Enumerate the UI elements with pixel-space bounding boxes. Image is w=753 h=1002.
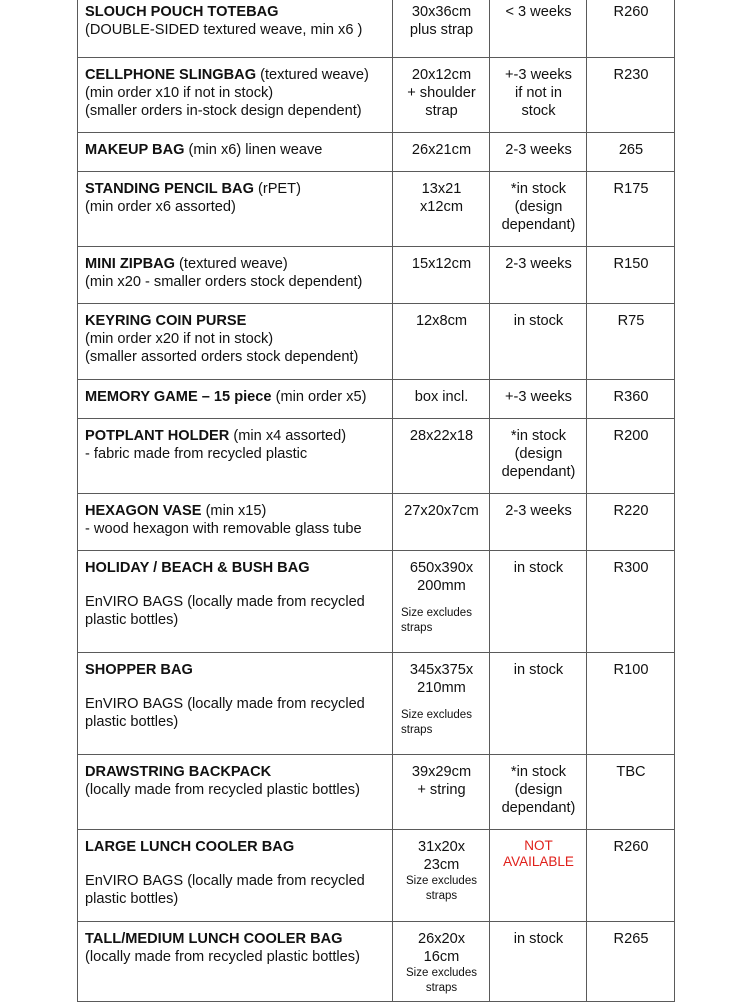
price-cell: [587, 494, 675, 551]
size-value: 23cm: [423, 857, 460, 874]
table-row: [78, 494, 675, 551]
product-description-cell: [78, 830, 393, 922]
price-value: R260: [613, 4, 649, 20]
product-description-cell: [78, 0, 393, 58]
lead-time-cell: [490, 419, 587, 494]
size-cell: [393, 830, 490, 922]
product-detail: (textured weave): [256, 67, 369, 83]
price-value: TBC: [616, 764, 646, 780]
product-detail: (min x6) linen weave: [184, 142, 323, 158]
lead-time-cell: [490, 133, 587, 172]
product-description-cell: [78, 133, 393, 172]
lead-time-cell: [490, 58, 587, 133]
price-cell: [587, 380, 675, 419]
product-note: (DOUBLE-SIDED textured weave, min x6 ): [85, 22, 363, 39]
size-cell: [393, 58, 490, 133]
product-detail: (min order x5): [271, 389, 367, 405]
size-cell: [393, 247, 490, 304]
product-note: (smaller assorted orders stock dependent): [85, 349, 359, 366]
size-note-line: Size excludes: [401, 709, 472, 722]
size-cell: [393, 304, 490, 380]
product-name: DRAWSTRING BACKPACK: [85, 764, 272, 780]
lead-time-cell: [490, 380, 587, 419]
size-value: x12cm: [420, 199, 463, 216]
price-cell: [587, 551, 675, 653]
product-name: MEMORY GAME – 15 piece: [85, 389, 272, 405]
lead-time: +-3 weeks: [505, 67, 572, 83]
size-value: + string: [417, 782, 466, 799]
lead-time: (design: [514, 446, 563, 463]
price-cell: [587, 830, 675, 922]
size-note-line: straps: [401, 723, 433, 736]
price-value: R265: [613, 931, 649, 947]
price-cell: [587, 247, 675, 304]
size-value: 200mm: [417, 578, 466, 595]
lead-time-cell: [490, 551, 587, 653]
table-row: [78, 304, 675, 380]
product-name: MINI ZIPBAG: [85, 256, 175, 272]
product-description-cell: [78, 922, 393, 1002]
product-detail: (min x4 assorted): [229, 428, 347, 444]
lead-time: (design: [514, 782, 563, 799]
product-description-cell: [78, 304, 393, 380]
size-value: 27x20x7cm: [404, 503, 479, 519]
product-description-cell: [78, 58, 393, 133]
lead-time: stock: [521, 103, 556, 120]
spacer: [85, 856, 386, 872]
product-detail: (textured weave): [175, 256, 288, 272]
table-row: [78, 653, 675, 755]
table-row: [78, 0, 675, 58]
price-value: 265: [618, 142, 644, 158]
table-row: [78, 419, 675, 494]
product-note: (min x20 - smaller orders stock dependent): [85, 274, 363, 291]
size-value: 26x20x: [417, 931, 466, 947]
lead-time: 2-3 weeks: [505, 503, 572, 519]
lead-time: < 3 weeks: [505, 4, 572, 20]
price-value: R175: [613, 181, 649, 197]
price-value: R260: [613, 839, 649, 855]
size-value: 26x21cm: [411, 142, 472, 158]
size-note-line: straps: [401, 621, 433, 634]
size-note: [400, 708, 483, 737]
size-cell: [393, 755, 490, 830]
table-row: [78, 551, 675, 653]
product-note: plastic bottles): [85, 891, 179, 908]
price-cell: [587, 653, 675, 755]
size-note-line: Size excludes: [406, 875, 477, 888]
product-note: plastic bottles): [85, 612, 179, 629]
lead-time: in stock: [513, 313, 564, 329]
size-value: 16cm: [423, 949, 460, 966]
product-note: (locally made from recycled plastic bottles): [85, 949, 360, 966]
product-description-cell: [78, 419, 393, 494]
table-row: [78, 133, 675, 172]
price-value: R200: [613, 428, 649, 444]
price-value: R220: [613, 503, 649, 519]
product-name: LARGE LUNCH COOLER BAG: [85, 839, 295, 855]
product-name: CELLPHONE SLINGBAG: [85, 67, 257, 83]
not-available-label: AVAILABLE: [503, 853, 574, 869]
lead-time: dependant): [501, 464, 576, 481]
size-cell: [393, 494, 490, 551]
product-note: (min order x20 if not in stock): [85, 331, 274, 348]
price-cell: [587, 0, 675, 58]
product-detail: (min x15): [201, 503, 267, 519]
price-cell: [587, 304, 675, 380]
table-row: [78, 755, 675, 830]
size-value: 20x12cm: [411, 67, 472, 83]
product-name: MAKEUP BAG: [85, 142, 185, 158]
table-row: [78, 922, 675, 1002]
lead-time: in stock: [513, 662, 564, 678]
size-cell: [393, 653, 490, 755]
product-note: EnVIRO BAGS (locally made from recycled: [85, 696, 365, 713]
product-description-cell: [78, 551, 393, 653]
size-cell: [393, 172, 490, 247]
table-row: [78, 380, 675, 419]
product-name: TALL/MEDIUM LUNCH COOLER BAG: [85, 931, 343, 947]
not-available-label: NOT: [524, 838, 553, 853]
lead-time-cell: [490, 172, 587, 247]
size-cell: [393, 419, 490, 494]
product-description-cell: [78, 380, 393, 419]
product-note: EnVIRO BAGS (locally made from recycled: [85, 873, 365, 890]
lead-time: +-3 weeks: [505, 389, 572, 405]
size-cell: [393, 922, 490, 1002]
price-value: R100: [613, 662, 649, 678]
product-name: STANDING PENCIL BAG: [85, 181, 254, 197]
lead-time: dependant): [501, 217, 576, 234]
price-value: R150: [613, 256, 649, 272]
product-name: POTPLANT HOLDER: [85, 428, 230, 444]
size-value: plus strap: [409, 22, 474, 39]
size-note-line: Size excludes: [406, 967, 477, 980]
product-price-table: [77, 0, 675, 1002]
size-value: 30x36cm: [411, 4, 472, 20]
product-name: SHOPPER BAG: [85, 662, 193, 678]
lead-time: *in stock: [510, 764, 567, 780]
lead-time-cell: [490, 494, 587, 551]
size-value: 15x12cm: [411, 256, 472, 272]
product-note: (min order x6 assorted): [85, 199, 236, 216]
price-cell: [587, 922, 675, 1002]
product-note: - fabric made from recycled plastic: [85, 446, 308, 463]
size-value: 28x22x18: [409, 428, 474, 444]
size-value: 650x390x: [409, 560, 474, 576]
price-cell: [587, 172, 675, 247]
size-note-line: Size excludes: [401, 607, 472, 620]
product-note: - wood hexagon with removable glass tube: [85, 521, 362, 538]
size-cell: [393, 133, 490, 172]
lead-time-cell: [490, 247, 587, 304]
lead-time-cell: [490, 304, 587, 380]
product-name: KEYRING COIN PURSE: [85, 313, 247, 329]
product-description-cell: [78, 755, 393, 830]
size-value: 12x8cm: [415, 313, 468, 329]
product-detail: (rPET): [253, 181, 301, 197]
lead-time: 2-3 weeks: [505, 256, 572, 272]
table-row: [78, 172, 675, 247]
product-note: EnVIRO BAGS (locally made from recycled: [85, 594, 365, 611]
table-row: [78, 830, 675, 922]
size-value: 345x375x: [409, 662, 474, 678]
lead-time: *in stock: [510, 181, 567, 197]
product-note: (locally made from recycled plastic bottles): [85, 782, 360, 799]
lead-time-cell: [490, 755, 587, 830]
table-row: [78, 58, 675, 133]
size-value: box incl.: [414, 389, 469, 405]
lead-time-cell: [490, 830, 587, 922]
size-note-line: straps: [425, 889, 458, 902]
size-value: 13x21: [421, 181, 462, 197]
spacer: [85, 577, 386, 593]
size-cell: [393, 551, 490, 653]
product-description-cell: [78, 172, 393, 247]
price-cell: [587, 755, 675, 830]
product-note: (min order x10 if not in stock): [85, 85, 274, 102]
size-cell: [393, 0, 490, 58]
price-value: R75: [617, 313, 645, 329]
lead-time: 2-3 weeks: [505, 142, 572, 158]
price-cell: [587, 133, 675, 172]
lead-time: in stock: [513, 560, 564, 576]
spacer: [85, 679, 386, 695]
table-row: [78, 247, 675, 304]
lead-time-cell: [490, 922, 587, 1002]
size-note-line: straps: [425, 981, 458, 994]
product-note: (smaller orders in-stock design dependent): [85, 103, 362, 120]
lead-time: if not in: [514, 85, 563, 102]
product-name: HEXAGON VASE: [85, 503, 202, 519]
lead-time: in stock: [513, 931, 564, 947]
size-note: [400, 606, 483, 635]
product-description-cell: [78, 247, 393, 304]
size-value: strap: [425, 103, 458, 120]
price-value: R230: [613, 67, 649, 83]
lead-time-cell: [490, 0, 587, 58]
product-note: plastic bottles): [85, 714, 179, 731]
product-name: HOLIDAY / BEACH & BUSH BAG: [85, 560, 310, 576]
size-value: + shoulder: [407, 85, 476, 102]
price-value: R300: [613, 560, 649, 576]
size-value: 210mm: [417, 680, 466, 697]
size-value: 31x20x: [417, 839, 466, 855]
product-name: SLOUCH POUCH TOTEBAG: [85, 4, 279, 20]
lead-time: (design: [514, 199, 563, 216]
lead-time-cell: [490, 653, 587, 755]
price-cell: [587, 58, 675, 133]
product-description-cell: [78, 653, 393, 755]
lead-time: dependant): [501, 800, 576, 817]
product-description-cell: [78, 494, 393, 551]
price-value: R360: [613, 389, 649, 405]
size-value: 39x29cm: [411, 764, 472, 780]
size-cell: [393, 380, 490, 419]
price-cell: [587, 419, 675, 494]
lead-time: *in stock: [510, 428, 567, 444]
